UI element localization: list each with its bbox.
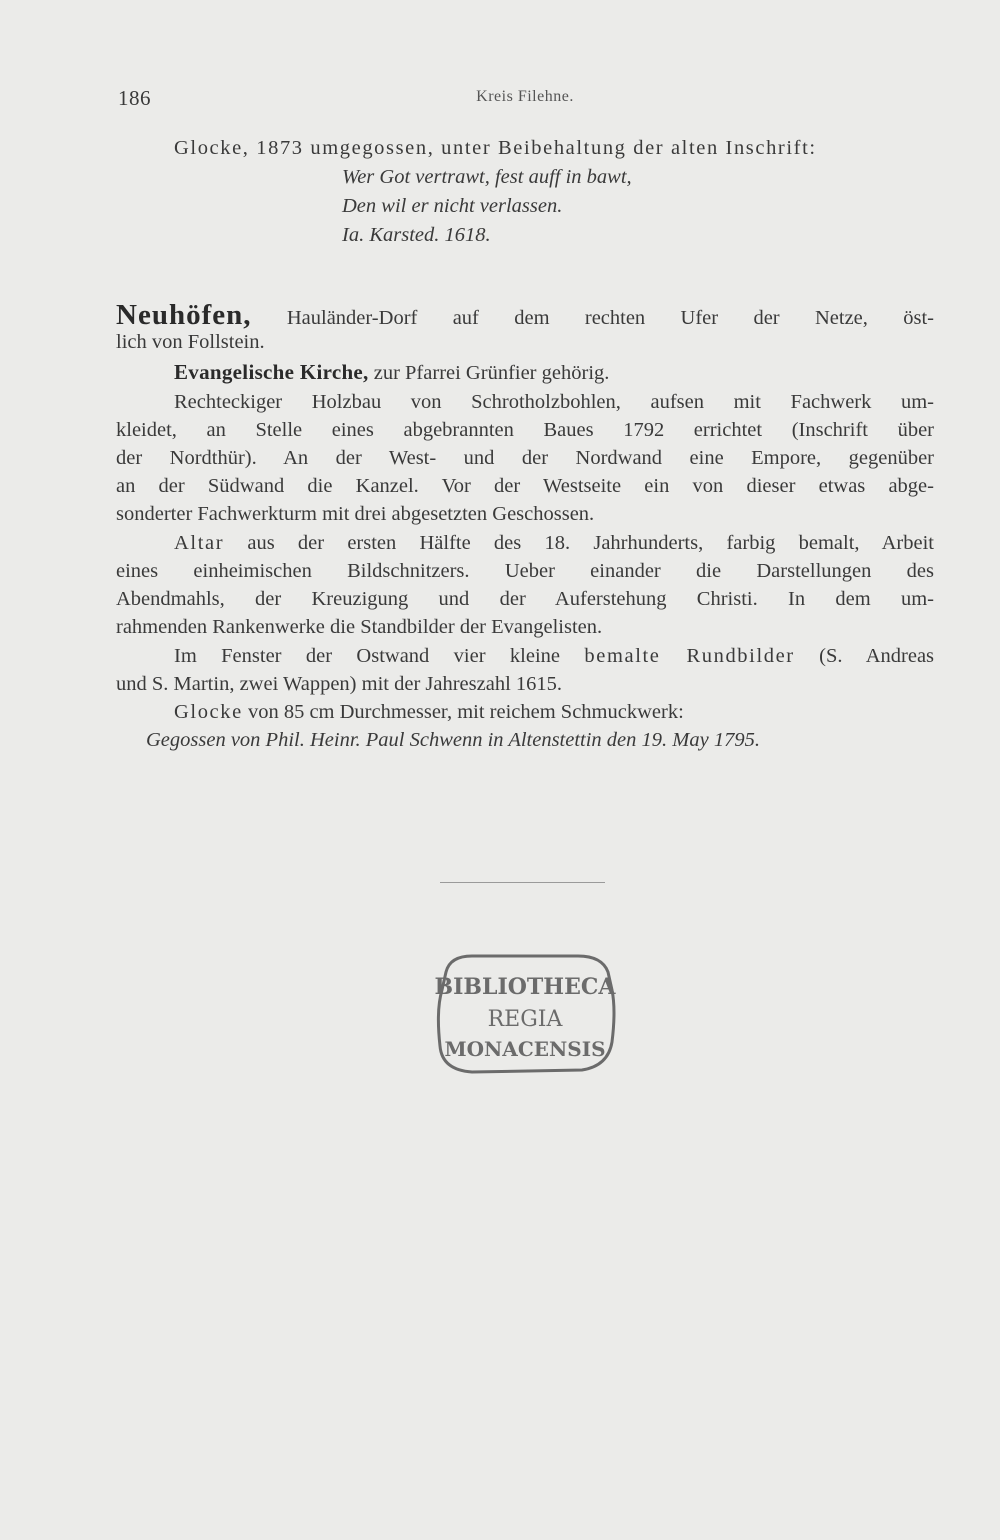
paragraph-line: Rechteckiger Holzbau von Schrotholzbohlen, aufsen mit Fachwerk um- bbox=[174, 391, 934, 413]
altar-keyword: Altar bbox=[174, 532, 225, 554]
stamp-line-2: REGIA bbox=[487, 1007, 563, 1032]
place-description-cont: lich von Follstein. bbox=[116, 331, 265, 353]
altar-text: aus der ersten Hälfte des 18. Jahrhunderts, farbig bemalt, Arbeit bbox=[247, 532, 934, 554]
running-title: Kreis Filehne. bbox=[476, 88, 574, 105]
library-stamp bbox=[432, 950, 618, 1078]
church-heading: Evangelische Kirche, bbox=[174, 360, 369, 384]
inscription-line-2: Den wil er nicht verlassen. bbox=[342, 195, 563, 217]
bell-text: von 85 cm Durchmesser, mit reichem Schmuckwerk: bbox=[247, 701, 684, 723]
paragraph-line: und S. Martin, zwei Wappen) mit der Jahreszahl 1615. bbox=[116, 673, 563, 695]
window-text-end: (S. Andreas bbox=[819, 645, 935, 667]
paragraph-line: eines einheimischen Bildschnitzers. Ueber einander die Darstellungen des bbox=[116, 560, 934, 582]
altar-line bbox=[174, 531, 934, 555]
place-heading-line bbox=[116, 300, 934, 333]
bell-recast-line bbox=[174, 136, 817, 160]
window-text-start: Im Fenster der Ostwand vier kleine bbox=[174, 645, 561, 667]
place-name: Neuhöfen, bbox=[116, 299, 252, 331]
paragraph-line: an der Südwand die Kanzel. Vor der Westseite ein von dieser etwas abge- bbox=[116, 475, 934, 497]
paragraph-line: rahmenden Rankenwerke die Standbilder der Evangelisten. bbox=[116, 616, 603, 638]
church-heading-line bbox=[174, 360, 609, 385]
church-description: zur Pfarrei Grünfier gehörig. bbox=[373, 362, 610, 384]
paragraph-line: sonderter Fachwerkturm mit drei abgesetzten Geschossen. bbox=[116, 503, 595, 525]
bell-line bbox=[174, 700, 684, 724]
bell-recast-text: Glocke, 1873 umgegossen, unter Beibehaltung der alten Inschrift: bbox=[174, 137, 817, 159]
inscription-line-1: Wer Got vertrawt, fest auff in bawt, bbox=[342, 166, 632, 188]
window-keyword: bemalte Rundbilder bbox=[584, 645, 795, 667]
paragraph-line: der Nordthür). An der West- und der Nordwand eine Empore, gegenüber bbox=[116, 447, 934, 469]
bell-inscription: Gegossen von Phil. Heinr. Paul Schwenn in Altenstettin den 19. May 1795. bbox=[146, 729, 760, 751]
page-number: 186 bbox=[118, 86, 151, 110]
bell-keyword: Glocke bbox=[174, 701, 243, 723]
inscription-line-3: Ia. Karsted. 1618. bbox=[342, 224, 491, 246]
paragraph-line: kleidet, an Stelle eines abgebrannten Baues 1792 errichtet (Inschrift über bbox=[116, 419, 934, 441]
stamp-line-3: MONACENSIS bbox=[444, 1037, 606, 1061]
separator-rule bbox=[440, 882, 605, 883]
place-description: Hauländer-Dorf auf dem rechten Ufer der Netze, öst- bbox=[286, 307, 934, 329]
stamp-line-1: BIBLIOTHECA bbox=[434, 974, 616, 1000]
window-line bbox=[174, 644, 934, 668]
paragraph-line: Abendmahls, der Kreuzigung und der Auferstehung Christi. In dem um- bbox=[116, 588, 934, 610]
